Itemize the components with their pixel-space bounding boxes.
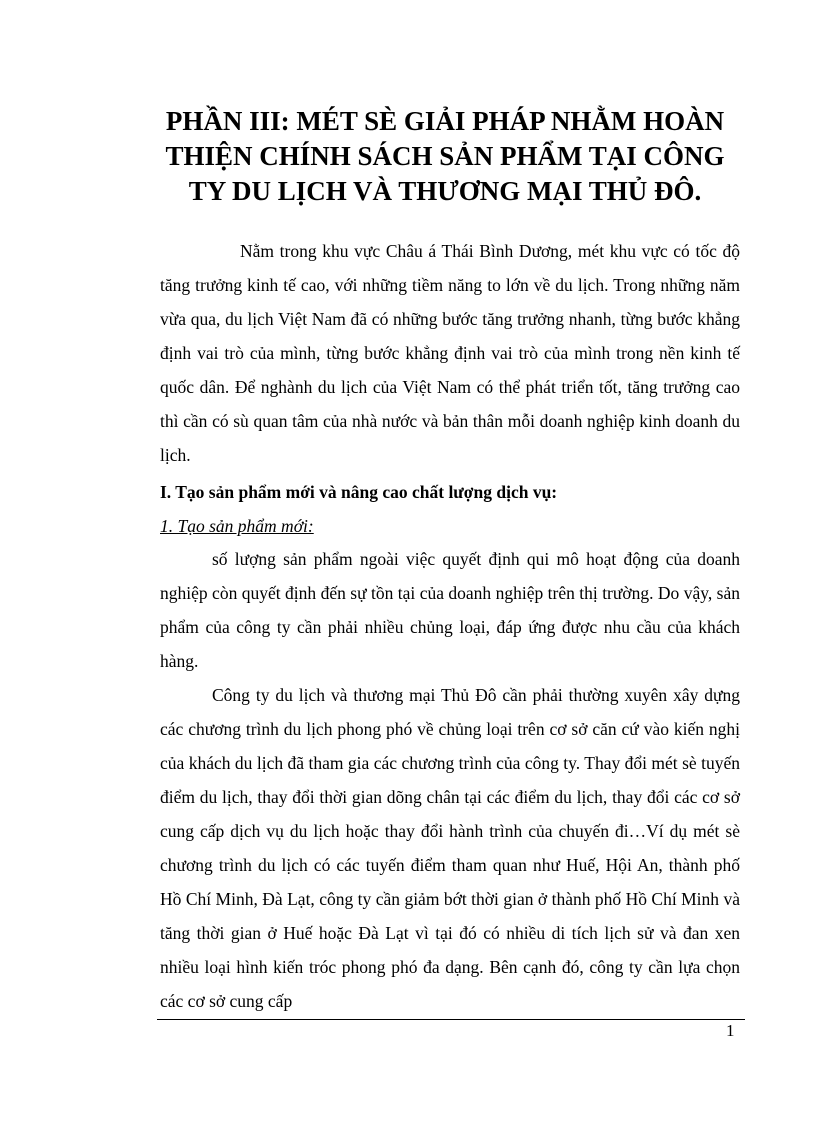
page-title: PHẦN III: MÉT SÈ GIẢI PHÁP NHẰM HOÀN THIỆN CHÍNH SÁCH SẢN PHẨM TẠI CÔNG TY DU LỊCH VÀ THƯƠNG MẠI THỦ ĐÔ. (165, 106, 725, 206)
page-number: 1 (726, 1021, 735, 1040)
intro-paragraph: Nằm trong khu vực Châu á Thái Bình Dương, mét khu vực có tốc độ tăng trưởng kinh tế cao, với những tiềm năng to lớn về du lịch. Trong những năm vừa qua, du lịch Việt Nam đã có những bước tăng trưởng nhanh, từng bước khẳng định vai trò của mình, từng bước khẳng định vai trò của mình trong nền kinh tế quốc dân. Để nghành du lịch của Việt Nam có thể phát triển tốt, tăng trưởng cao thì cần có sù quan tâm của nhà nước và bản thân mỗi doanh nghiệp kinh doanh du lịch. (160, 241, 740, 465)
body-paragraph-2: số lượng sản phẩm ngoài việc quyết định qui mô hoạt động của doanh nghiệp còn quyết định đến sự tồn tại của doanh nghiệp trên thị trường. Do vậy, sản phẩm của công ty cần phải nhiều chủng loại, đáp ứng được nhu cầu của khách hàng. (160, 549, 740, 671)
body-paragraph-3: Công ty du lịch và thương mại Thủ Đô cần phải thường xuyên xây dựng các chương trình du lịch phong phó về chủng loại trên cơ sở căn cứ vào kiến nghị của khách du lịch đã tham gia các chương trình của công ty. Thay đổi mét sè tuyến điểm du lịch, thay đổi thời gian dõng chân tại các điểm du lịch, thay đổi các cơ sở cung cấp dịch vụ du lịch hoặc thay đổi hành trình của chuyến đi…Ví dụ mét sè chương trình du lịch có các tuyến điểm tham quan như Huế, Hội An, thành phố Hồ Chí Minh, Đà Lạt, công ty cần giảm bớt thời gian ở thành phố Hồ Chí Minh và tăng thời gian ở Huế hoặc Đà Lạt vì tại đó có nhiều di tích lịch sử và đan xen nhiều loại hình kiến tróc phong phó đa dạng. Bên cạnh đó, công ty cần lựa chọn các cơ sở cung cấp (160, 685, 740, 1011)
subsection-heading: 1. Tạo sản phẩm mới: (160, 516, 314, 536)
section-heading: I. Tạo sản phẩm mới và nâng cao chất lượng dịch vụ: (160, 482, 558, 502)
footer-divider (157, 1019, 745, 1020)
